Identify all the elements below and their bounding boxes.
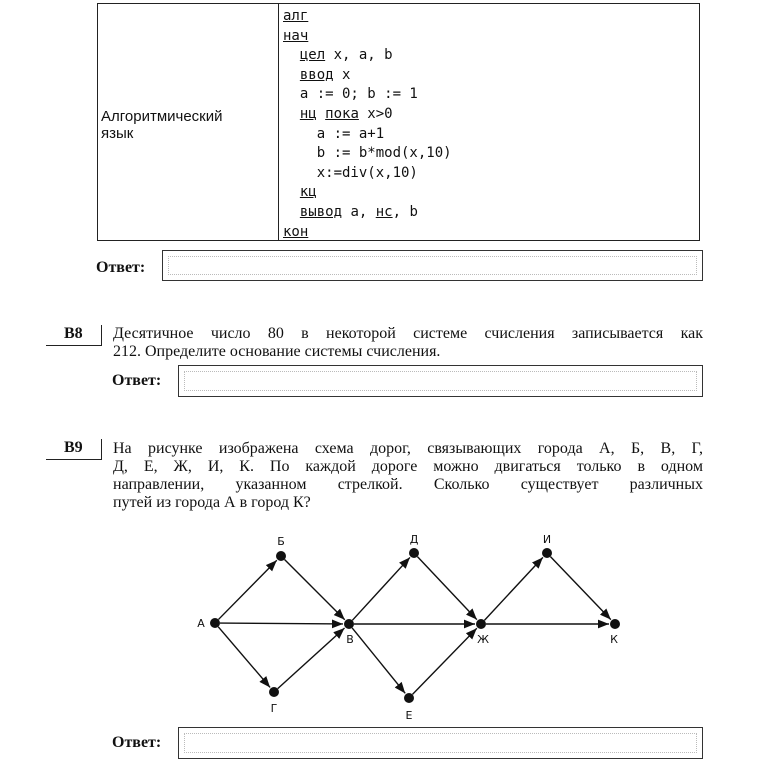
code-text: x [333, 66, 351, 83]
code-text: a := a+1 [316, 125, 385, 142]
road-arrow-V-D [352, 557, 410, 620]
graph-edges [218, 557, 611, 695]
code-text: , b [392, 203, 418, 220]
code-text: a, [342, 203, 376, 220]
answer-label: Ответ: [96, 259, 146, 276]
language-label-line: Алгоритмический [101, 108, 223, 125]
answer-input-b9[interactable] [178, 727, 703, 759]
city-label-Zh: Ж [477, 633, 489, 646]
code-keyword: вывод [299, 203, 343, 220]
task-number-b9: B9 [64, 439, 83, 456]
city-node-E [404, 693, 414, 703]
code-keyword: цел [299, 47, 326, 64]
road-arrow-V-E [352, 628, 405, 693]
task-text-line: Д, Е, Ж, И, К. По каждой дороге можно двигаться только в одном [113, 458, 703, 475]
city-label-I: И [542, 533, 552, 546]
road-arrow-A-V [220, 623, 343, 624]
city-node-G [269, 687, 279, 697]
code-keyword: нс [375, 203, 393, 220]
task-number-b8: B8 [64, 325, 83, 342]
language-label-line: язык [101, 125, 134, 142]
city-node-V [344, 619, 354, 629]
code-keyword: пока [325, 105, 359, 122]
code-text: x:=div(x,10) [316, 164, 418, 181]
road-arrow-D-Zh [417, 557, 476, 620]
code-keyword: нач [283, 27, 309, 44]
code-keyword: кон [283, 223, 309, 240]
city-label-G: Г [270, 702, 278, 715]
road-arrow-E-Zh [412, 628, 476, 694]
city-node-B [276, 551, 286, 561]
road-arrow-Zh-I [484, 557, 543, 620]
graph-nodes [197, 533, 620, 722]
code-text: a := 0; b := 1 [299, 86, 418, 103]
road-arrow-G-V [278, 628, 345, 689]
city-label-V: В [346, 633, 354, 646]
road-arrow-A-G [218, 627, 270, 688]
city-node-K [610, 619, 620, 629]
code-keyword: нц [299, 105, 317, 122]
city-node-A [210, 618, 220, 628]
city-node-D [409, 548, 419, 558]
code-text: x>0 [358, 105, 393, 122]
road-arrow-I-K [550, 557, 610, 620]
code-text: b := b*mod(x,10) [316, 145, 452, 162]
code-text: x, a, b [325, 47, 393, 64]
city-label-K: К [610, 633, 618, 646]
code-keyword: кц [299, 184, 317, 201]
road-arrow-B-V [285, 560, 345, 620]
city-node-I [542, 548, 552, 558]
road-arrow-A-B [219, 560, 277, 619]
answer-label: Ответ: [112, 372, 162, 389]
city-label-A: А [197, 617, 205, 630]
task-text-line: На рисунке изображена схема дорог, связывающих города А, Б, В, Г, [113, 440, 703, 457]
task-text-line: путей из города А в город К? [113, 494, 311, 511]
code-keyword: ввод [299, 66, 334, 83]
task-text-line: 212. Определите основание системы счисления. [113, 343, 441, 360]
answer-label: Ответ: [112, 734, 162, 751]
city-label-E: Е [405, 709, 413, 722]
code-keyword: алг [283, 8, 309, 24]
city-label-B: Б [277, 535, 285, 548]
city-label-D: Д [409, 533, 419, 546]
task-text-line: направлении, указанном стрелкой. Сколько существует различных [113, 476, 703, 493]
task-text-line: Десятичное число 80 в некоторой системе счисления записывается как [113, 325, 703, 342]
city-node-Zh [476, 619, 486, 629]
